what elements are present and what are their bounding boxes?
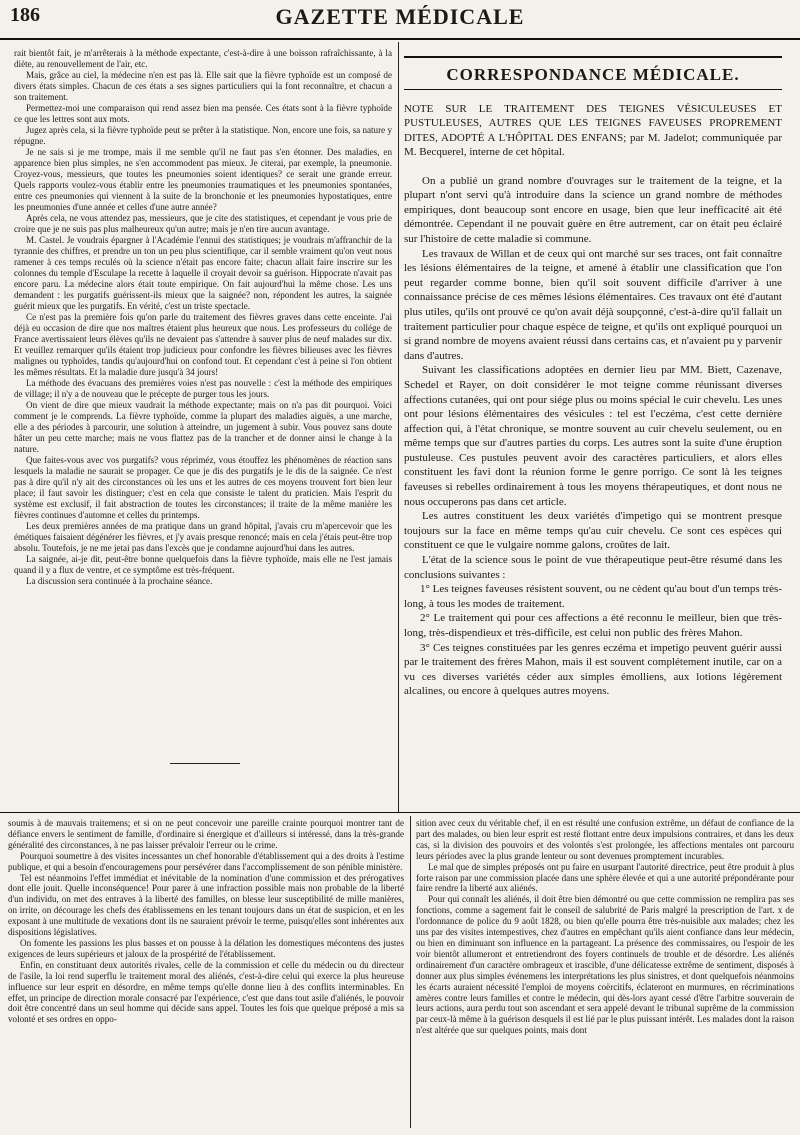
conclusion-item: 1° Les teignes faveuses résistent souvent, ou ne cèdent qu'au bout d'un temps très-long, à tous les modes de traitement. — [404, 583, 782, 610]
left-paragraph: Permettez-moi une comparaison qui rend assez bien ma pensée. Ces états sont à la fièvre typhoïde ce que les lettres sont aux mots. — [14, 103, 392, 124]
section-title: CORRESPONDANCE MÉDICALE. — [404, 56, 782, 90]
right-paragraph: Suivant les classifications adoptées en dernier lieu par MM. Biett, Cazenave, Schedel et Rayer, on doit considérer le mot teigne comme réunissant diverses affections cutanées, qui ont pour siége plus ou moins spécial le cuir chevelu. Les unes ont pour lésions élémentaires des vésicules : tel est l'eczéma, c'est cette dernière affection qui, à l'état chronique, se montre souvent au cuir chevelu seulement, ou en même temps que sur d'autres parties du corps. Les autres sont la suite d'une éruption pustuleuse. Ces pustules peuvent avoir des caractères particuliers, et alors elles constituent les favi dont la réunion forme le genre porrigo. Ce sont là les teignes faveuses si rebelles ordinairement à tous les moyens thérapeutiques, et dont nous ne nous occuperons pas dans cet article. — [404, 364, 782, 508]
left-paragraph: La discussion sera continuée à la prochaine séance. — [26, 576, 213, 586]
left-paragraph: Ce n'est pas la première fois qu'on parle du traitement des fièvres graves dans cette enceinte. J'ai déjà eu occasion de dire que nos maîtres étaient plus heureux que nous. Les professeurs du collége de France avertissaient leurs élèves qu'ils ne devaient pas s'attendre à sauver plus de neuf malades sur dix. Et veuillez remarquer qu'ils étaient trop judicieux pour confondre les fièvres bilieuses avec les fièvres malignes ou typhoïdes, tandis qu'aujourd'hui on confond tout. Et cependant c'est à peine si l'on obtient les mêmes résultats. Et la maladie dure jusqu'à 34 jours! — [14, 312, 392, 377]
left-paragraph: Que faites-vous avec vos purgatifs? vous répriméz, vous étouffez les phénomènes de réaction sans lesquels la maladie ne saurait se propager. Ce que je dis des purgatifs je le dis de la saignée. Ce n'est pas à dire qu'il n'y ait des circonstances où les uns et les autres de ces moyens trouvent fort bien leur place; il faut savoir les distinguer; c'est en cela que consiste le talent du praticien. Mais l'esprit du système est exclusif, il fait abstraction de toutes les circonstances; il traite de la même manière les fièvres continues d'automne et celles du printemps. — [14, 455, 392, 520]
bottom-left-paragraph: Tel est néanmoins l'effet immédiat et inévitable de la nomination d'une commission et des prérogatives dont elle jouit. Quelle inconséquence! Pour parer à une infraction possible mais non probable de la liberté d'un individu, on met des entraves à la liberté des familles, on blesse leur susceptibilité de mille manières, on irrite, on décourage les chefs des établissemens en les tenant toujours dans un état de suspicion, et en les exposant à une multitude de vexations dont ils ne sauraient prévoir le terme, puisqu'elles sont inhérentes aux dispositions législatives. — [8, 872, 404, 938]
right-paragraph: Les autres constituent les deux variétés d'impetigo qui se montrent presque toujours sur la face en même temps qu'au cuir chevelu. Ce sont ces espèces qui constituent ce que le vulgaire nomme galons, croûtes de lait. — [404, 510, 782, 552]
left-paragraph: Jugez après cela, si la fièvre typhoïde peut se prêter à la statistique. Non, encore une fois, sa nature y répugne. — [14, 125, 392, 146]
left-column — [14, 48, 392, 818]
right-paragraph: On a publié un grand nombre d'ouvrages sur le traitement de la teigne, et la plupart n'ont servi qu'à introduire dans la science un grand nombre de méthodes empiriques, dont beaucoup sont encore en usage, bien que leur inefficacité ait été démontrée. Cependant il ne pouvait guère en être autrement, car on était peu éclairé sur l'histoire de cette maladie si commune. — [404, 174, 782, 245]
conclusions-list — [404, 582, 782, 699]
left-paragraph: La méthode des évacuans des premières voies n'est pas nouvelle : c'est la méthode des empiriques de village; il n'y a de nouveau que le précepte de purger tous les jours. — [14, 378, 392, 399]
column-rule-bottom — [410, 816, 411, 1128]
bottom-right-paragraph: sition avec ceux du véritable chef, il en est résulté une confusion extrême, un défaut de confiance de la part des malades, ou bien leur esprit est resté flottant entre deux impulsions contraires, et dans les deux cas, si la division des pouvoirs et des volontés s'est prolongée, les affections mentales ont parcouru leurs périodes avec la plus grande lenteur ou sont devenues promptement incurables. — [416, 818, 794, 861]
bottom-left-paragraph: On fomente les passions les plus basses et on pousse à la délation les domestiques mécontens des justes exigences de leurs supérieurs et jaloux de la prospérité de l'établissement. — [8, 937, 404, 959]
left-paragraph: La saignée, ai-je dit, peut-être bonne quelquefois dans la fièvre typhoïde, mais elle ne l'est jamais quand il y a flux de ventre, et ce symptôme est très-fréquent. — [14, 554, 392, 575]
left-paragraph: Mais, grâce au ciel, la médecine n'en est pas là. Elle sait que la fièvre typhoïde est un composé de divers états simples. Chacun de ces états a ses signes particuliers qui la font reconnaître, et chacun a son traitement. — [14, 70, 392, 102]
right-paragraph: Les travaux de Willan et de ceux qui ont marché sur ses traces, ont fait connaître les lésions élémentaires de la teigne, et amené à établir une classification que l'on peut regarder comme bonne, bien qu'il soit souvent difficile d'arriver à une connaissance précise de ces mêmes lésions élémentaires. Ces travaux ont été d'autant plus utiles, qu'ils ont prouvé ce qu'on avait déjà soupçonné, c'est-à-dire qu'il fallait un traitement particulier pour chaque espèce de teigne, et qu'ils ont expliqué pourquoi un si grand nombre de moyens avaient réussi dans certains cas, et n'avaient pu y parvenir dans d'autres. — [404, 247, 782, 362]
right-column — [404, 48, 782, 818]
right-paragraph: L'état de la science sous le point de vue thérapeutique peut-être résumé dans les conclusions suivantes : — [404, 554, 782, 581]
page-number: 186 — [10, 4, 40, 26]
bottom-left-paragraph: soumis à de mauvais traitemens; et si on ne peut concevoir une pareille crainte pourquoi montrer tant de défiance envers le sentiment de famille, d'ordinaire si énergique et d'ailleurs si intéressé, dans la très-grande généralité des circonstances, à ne pas laisser prévaloir l'erreur ou le crime. — [8, 818, 404, 850]
section-end-rule — [170, 763, 240, 764]
bottom-right-paragraph: Pour qui connaît les aliénés, il doit être bien démontré ou que cette commission ne remplira pas ses fonctions, comme a sagement fait le conseil de salubrité de Paris malgré la prescription de l'art. x de l'ordonnance de police du 9 août 1828, ou bien qu'elle pourra être très-nuisible aux malades; chez les uns par des visites intempestives, chez d'autres en empêchant qu'ils aient confiance dans leur médecin, ou bien en diminuant son influence en la partageant. La présence des commissaires, ou l'espoir de les voir bientôt allumeront et entretiendront des foyers continuels de trouble et de désordre. Les aliénés ordinairement d'un caractère ombrageux et irascible, d'une délicatesse extrême de sentiment, disposés à donner aux plus simples événemens les interprétations les plus sinistres, et dont quelquefois néanmoins les écarts auraient nécessité l'emploi de moyens coërcitifs, éclateront en murmures, en récriminations amères contre leurs familles et contre le médecin, qui dès-lors ayant cessé d'être l'arbitre souverain de leurs actions, aura perdu tout son ascendant et sera appelé devant le tribunal suprême de la commission par ceux-là même à la guérison desquels il est lié par le plus puissant intérêt. Les malades dont la raison n'est altérée que sur quelques points, mais dont — [416, 894, 794, 1036]
left-paragraph: Je ne sais si je me trompe, mais il me semble qu'il ne faut pas s'en étonner. Des maladies, en apparence bien plus simples, ne s'en accommodent pas mieux. Je citerai, par exemple, la pneumonie. Croyez-vous, messieurs, que toutes les pneumonies soient identiques? ce serait une grande erreur. Quels rapports voulez-vous établir entre les pneumonies traumatiques et les pneumonies spontanées, entre ces pneumonies qui viennent à la suite de la bronchonie et les pneumonies hypostatiques, entre les pneumonies d'une année et celles d'une autre année? — [14, 147, 392, 212]
page-header — [0, 0, 800, 40]
horizontal-divider — [0, 812, 800, 813]
conclusion-item: 2° Le traitement qui pour ces affections a été reconnu le meilleur, bien que très-long, très-dispendieux et très-difficile, est celui non public des frères Mahon. — [404, 612, 782, 639]
bottom-right-column — [416, 818, 794, 1130]
bottom-left-column — [8, 818, 404, 1130]
bottom-left-paragraph: Pourquoi soumettre à des visites incessantes un chef honorable d'établissement qui a des droits à l'estime publique, et qui a besoin d'encouragemens pour persévérer dans l'accomplissement de son pénible ministère. — [8, 850, 404, 872]
left-paragraph: M. Castel. Je voudrais épargner à l'Académie l'ennui des statistiques; je voudrais m'affranchir de la tyrannie des chiffres, et prendre un ton un peu plus scientifique, car il semble vraiment qu'on veut nous ramener à ces temps reculés où la science n'était pas encore faite; chacun allait faire inscrire sur les colonnes du temple d'Esculape la recette à laquelle il croyait devoir sa guérison. Hippocrate n'avait pas encore paru. La médecine alors était toute empirique. On fait aujourd'hui la même chose. Les uns demandent : les purgatifs guérissent-ils mieux que la saignée? non, répondent les autres, la saignée guérit mieux que les purgatifs. En vérité, c'est un triste spectacle. — [14, 235, 392, 311]
note-heading: NOTE SUR LE TRAITEMENT DES TEIGNES VÉSICULEUSES ET PUSTULEUSES, AUTRES QUE LES TEIGNES FAVEUSES PROPREMENT DITES, ADOPTÉ A L'HÔPITAL DES ENFANS; par M. Jadelot; communiquée par M. Becquerel, interne de cet hôpital. — [404, 102, 782, 159]
left-paragraph: Les deux premières années de ma pratique dans un grand hôpital, j'avais cru m'apercevoir que les émétiques faisaient dégénérer les fièvres, et j'y avais presque renoncé; mais en cela j'étais peut-être trop absolu. Toutefois, je ne me jetai pas dans l'excès que je condamne aujourd'hui dans les autres. — [14, 521, 392, 553]
left-paragraph: On vient de dire que mieux vaudrait la méthode expectante; mais on n'a pas dit pourquoi. Voici comment je le comprends. La fièvre typhoïde, comme la plupart des maladies aiguës, a une marche, elle a des périodes à parcourir, une solution à atteindre, un jugement à subir. Vous pouvez sans doute hâter un peu cette marche; mais ne vous flattez pas de la trancher et de donner ainsi le change à la nature. — [14, 400, 392, 454]
bottom-right-paragraph: Le mal que de simples préposés ont pu faire en usurpant l'autorité directrice, peut être produit à plus forte raison par une commission placée dans une sphère élevée et qui a une autorité prépondérante pour faire rendre la liberté aux aliénés. — [416, 861, 794, 894]
left-paragraph: rait bientôt fait, je m'arrêterais à la méthode expectante, c'est-à-dire à une boisson rafraîchissante, à la diète, au renouvellement de l'air, etc. — [14, 48, 392, 69]
bottom-left-paragraph: Enfin, en constituant deux autorités rivales, celle de la commission et celle du médecin ou du directeur de l'asile, la loi rend superflu le traitement moral des aliénés, c'est-à-dire celui qui exerce la plus heureuse influence sur leur esprit en désordre, en même temps qu'elle donne lieu à des conflits interminables. En effet, un principe de direction morale consacré par l'expérience, c'est que dans tout asile d'aliénés, le pouvoir doit être concentré dans un seul homme qui décide sans appel. Toutes les fois que quelque préposé a mis sa volonté et ses ordres en oppo- — [8, 959, 404, 1025]
journal-title: GAZETTE MÉDICALE — [275, 4, 525, 29]
conclusion-item: 3° Ces teignes constituées par les genres eczéma et impetigo peuvent guérir aussi par le traitement des frères Mahon, mais il est souvent complétement inutile, car on a vu ces diverses variétés céder aux simples émolliens, aux lotions légèrement alcalines, ou encore à quelques autres moyens. — [404, 641, 782, 698]
left-paragraph: Après cela, ne vous attendez pas, messieurs, que je cite des statistiques, et cependant je vous prie de croire que je ne suis pas plus malheureux qu'un autre; mais je n'en tire aucun avantage. — [14, 213, 392, 234]
column-rule-top — [398, 42, 399, 812]
